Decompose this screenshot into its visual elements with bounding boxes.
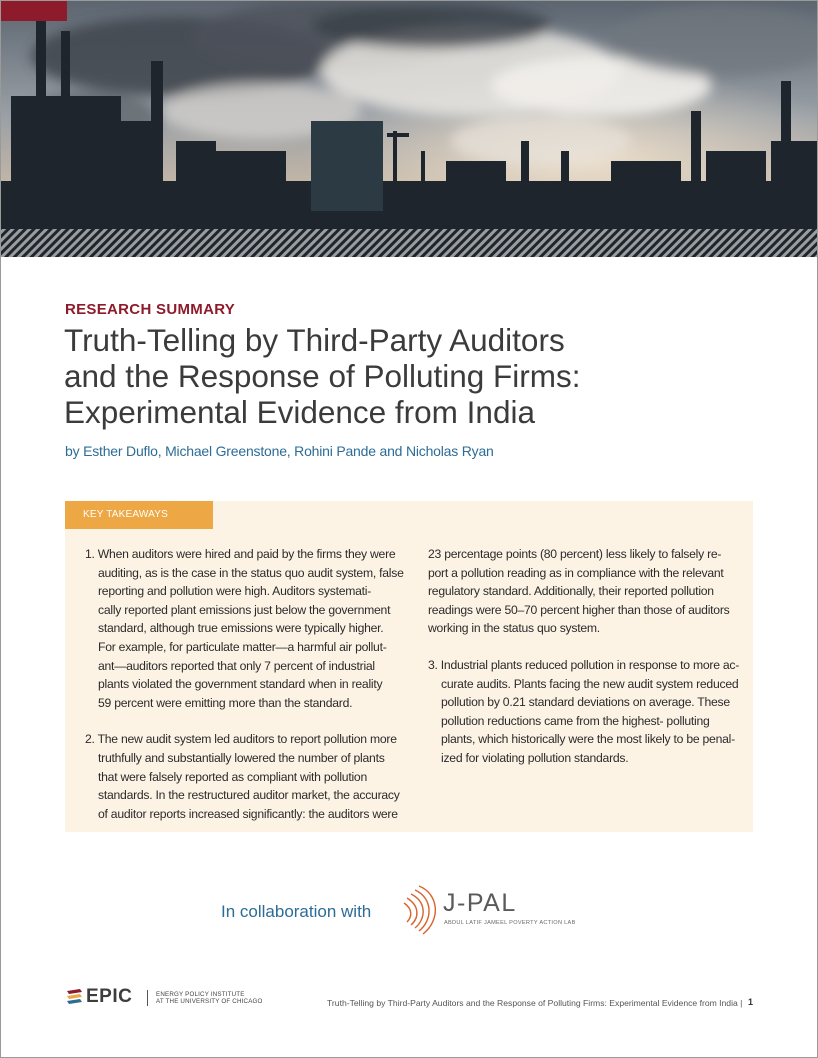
jpal-subtitle: ABDUL LATIF JAMEEL POVERTY ACTION LAB — [444, 920, 576, 926]
takeaway-line: plants violated the government standard when in reality — [98, 677, 383, 692]
takeaway-line: pollution reductions came from the highest- polluting — [441, 713, 710, 728]
takeaways-right-column — [428, 545, 748, 768]
takeaway-line: regulatory standard. Additionally, their reported pollution — [428, 584, 714, 599]
takeaway-line: truthfully and substantially lowered the number of plants — [98, 750, 385, 765]
takeaway-line: 3. Industrial plants reduced pollution in response to more ac- — [428, 657, 740, 672]
jpal-arcs-icon — [399, 882, 441, 938]
takeaway-line: cally reported plant emissions just below the government — [98, 602, 391, 617]
footer-divider — [147, 990, 148, 1006]
page-number: 1 — [748, 997, 754, 1007]
key-takeaways-box — [65, 501, 753, 832]
page-title — [64, 322, 704, 430]
jpal-wordmark: J-PAL — [443, 889, 517, 917]
epic-stripes-icon — [66, 988, 83, 1005]
takeaway-line: auditing, as is the case in the status quo audit system, false — [98, 565, 404, 580]
takeaway-line: readings were 50–70 percent higher than those of auditors — [428, 602, 730, 617]
title-line: Truth-Telling by Third-Party Auditors — [64, 322, 565, 358]
takeaway-line: port a pollution reading as in compliance with the relevant — [428, 565, 724, 580]
title-line: Experimental Evidence from India — [64, 394, 535, 430]
takeaway-line: ant—auditors reported that only 7 percent of industrial — [98, 658, 375, 673]
red-corner-tab — [1, 1, 67, 21]
takeaway-line: For example, for particulate matter—a harmful air pollut- — [98, 639, 387, 654]
footer-document-title: Truth-Telling by Third-Party Auditors and the Response of Polluting Firms: Experimental Evidence from India | — [327, 998, 743, 1008]
factory-smokestacks-image — [1, 1, 817, 257]
key-takeaways-label: KEY TAKEAWAYS — [83, 509, 169, 520]
takeaway-line: 59 percent were emitting more than the standard. — [98, 695, 353, 710]
header-photo — [1, 1, 817, 257]
takeaway-line: 23 percentage points (80 percent) less likely to falsely re- — [428, 547, 722, 561]
key-takeaways-tab — [65, 501, 213, 529]
takeaways-left-column — [85, 545, 415, 823]
takeaway-line: curate audits. Plants facing the new audit system reduced — [441, 676, 739, 691]
title-line: and the Response of Polluting Firms: — [64, 358, 581, 394]
takeaway-line: pollution by 0.21 standard deviations on average. These — [441, 695, 730, 710]
takeaway-line: reporting and pollution were high. Auditors systemati- — [98, 584, 372, 599]
collaboration-label: In collaboration with — [221, 902, 372, 921]
epic-institute-line: ENERGY POLICY INSTITUTE — [156, 991, 245, 998]
takeaway-line: standard, although true emissions were typically higher. — [98, 621, 384, 636]
epic-institute-name — [156, 991, 263, 1006]
takeaway-line: standards. In the restructured auditor market, the accuracy — [98, 788, 400, 803]
takeaway-line: 2. The new audit system led auditors to report pollution more — [85, 732, 397, 747]
takeaway-line: working in the status quo system. — [428, 621, 600, 636]
section-label: RESEARCH SUMMARY — [65, 301, 236, 318]
author-byline: by Esther Duflo, Michael Greenstone, Rohini Pande and Nicholas Ryan — [65, 443, 494, 459]
takeaway-line: that were falsely reported as compliant with pollution — [98, 769, 367, 784]
epic-institute-line: AT THE UNIVERSITY OF CHICAGO — [156, 998, 263, 1006]
takeaway-line: of auditor reports increased significantly: the auditors were — [98, 806, 398, 821]
epic-wordmark: EPIC — [86, 986, 133, 1007]
takeaway-line: ized for violating pollution standards. — [441, 750, 629, 765]
takeaway-line: 1. When auditors were hired and paid by the firms they were — [85, 547, 396, 561]
takeaway-line: plants, which historically were the most likely to be penal- — [441, 732, 735, 747]
